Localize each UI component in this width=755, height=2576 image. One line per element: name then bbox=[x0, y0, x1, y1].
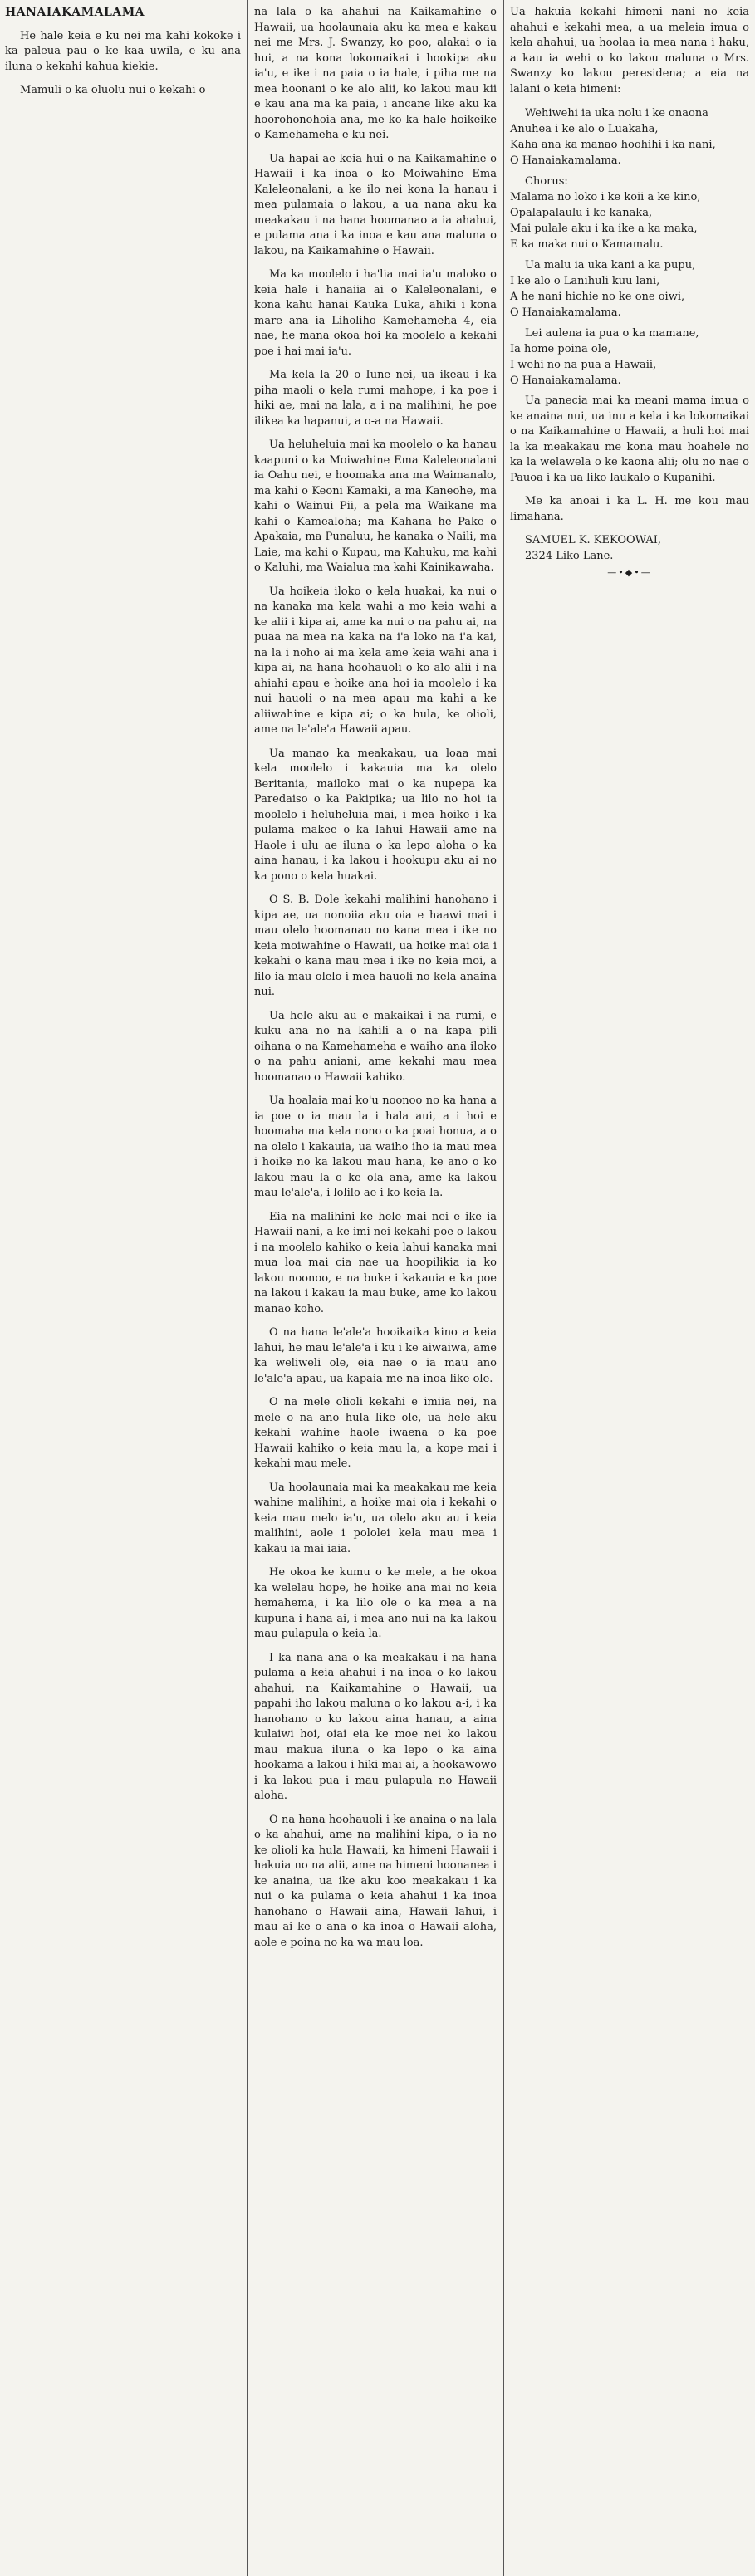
hymn-stanza bbox=[510, 257, 749, 321]
paragraph: Ua hakuia kekahi himeni nani no keia ahahui e kekahi mea, a ua meleia imua o kela ahahui, ua hoolaa ia mea nana i haku, a kau ia wehi o ko lakou maluna o Mrs. Swanzy ko lakou peresidena; a eia na lalani o keia himeni: bbox=[510, 6, 749, 95]
hymn-line: E ka maka nui o Kamamalu. bbox=[510, 238, 664, 251]
paragraph: Ua hele aku au e makaikai i na rumi, e kuku ana no na kahili a o na kapa pili oihana o na Kamehameha e waiho ana iloko o na pahu aniani, ame kekahi mau mea hoomanao o Hawaii kahiko. bbox=[254, 1009, 497, 1084]
paragraph: Ua hoolaunaia mai ka meakakau me keia wahine malihini, a hoike mai oia i kekahi o keia mau melo ia'u, ua olelo aku au i keia malihini, aole i pololei kela mau mea i kakau ia mai iaia. bbox=[254, 1481, 497, 1555]
paragraph: Ua heluheluia mai ka moolelo o ka hanau kaapuni o ka Moiwahine Ema Kaleleonalani ia Oahu nei, e hoomaka ana ma Waimanalo, ma kahi o Keoni Kamaki, a ma Kaneohe, ma kahi o Wainui Pii, a pela ma Waikane ma kahi o Kamealoha; ma Kahana he Pake o Apakaia, ma Punaluu, he kanaka o Naili, ma Laie, ma kahi o Kupau, ma Kahuku, ma kahi o Kaluhi, ma Waialua ma kahi Kainikawaha. bbox=[254, 438, 497, 574]
paragraph: Eia na malihini ke hele mai nei e ike ia Hawaii nani, a ke imi nei kekahi poe o lakou i na moolelo kahiko o keia lahui kanaka mai mua loa mai cia nae ua hoopilikia ia ko lakou noonoo, e na buke i kakauia e ka poe na lakou i kakau ia mau buke, ame ko lakou manao koho. bbox=[254, 1210, 497, 1315]
column-1 bbox=[5, 5, 241, 107]
author-address: 2324 Liko Lane. bbox=[525, 549, 614, 562]
hymn-line: O Hanaiakamalama. bbox=[510, 306, 621, 319]
chorus-label: Chorus: bbox=[525, 175, 568, 188]
hymn-line: O Hanaiakamalama. bbox=[510, 154, 621, 167]
hymn-line: Ia home poina ole, bbox=[510, 343, 611, 355]
hymn-stanza bbox=[510, 105, 749, 169]
author-signature: SAMUEL K. KEKOOWAI, bbox=[525, 534, 662, 546]
paragraph: Ma kela la 20 o Iune nei, ua ikeau i ka piha maoli o kela rumi mahope, i ka poe i hiki ae, mai na lala, a i na malihini, he poe ilikea ka hapanui, a o-a na Hawaii. bbox=[254, 369, 497, 428]
hymn-line: A he nani hichie no ke one oiwi, bbox=[510, 291, 685, 303]
column-divider bbox=[503, 0, 504, 2576]
paragraph: I ka nana ana o ka meakakau i na hana pulama a keia ahahui i na inoa o ko lakou ahahui, na Kaikamahine o Hawaii, ua papahi iho lakou maluna o ko lakou a-i, i ka hanohano o ko lakou aina hanau, a aina kulaiwi hoi, oiai eia ke moe nei ko lakou mau makua iluna o ka lepo o ka aina hookama a lakou i hiki mai ai, a hookawowo i ka lakou pua i mau pulapula no Hawaii aloha. bbox=[254, 1651, 497, 1802]
paragraph: Ua hoalaia mai ko'u noonoo no ka hana a ia poe o ia mau la i hala aui, a i hoi e hoomaha ma kela nono o ka poai honua, a o na olelo i kakauia, ua waiho iho ia mau mea i hoike no ka lakou mau hana, ke ano o ko lakou mau la o ke ola ana, ame ka lakou mau le'ale'a, i lolilo ae i ko keia la. bbox=[254, 1095, 497, 1199]
paragraph: na lala o ka ahahui na Kaikamahine o Hawaii, ua hoolaunaia aku ka mea e kakau nei me Mrs. J. Swanzy, ko poo, alakai o ia hui, a na kona lokomaikai i hookipa aku ia'u, e ike i na paia o ia hale, i piha me na mea hoonani o ke alo alii, ko lakou mau kii e kau ana ma ka paia, i ancane like aku ka hoorohonohoia ana, me ko ka hale hoikeike o Kamehameha e ku nei. bbox=[254, 6, 497, 141]
paragraph: Ua hapai ae keia hui o na Kaikamahine o Hawaii i ka inoa o ko Moiwahine Ema Kaleleonalani, a ke ilo nei kona la hanau i mea pulamaia o lakou, a ua nana aku ka meakakau i na hana hoomanao a ia ahahui, e pulama ana i ka inoa e kau ana maluna o lakou, na Kaikamahine o Hawaii. bbox=[254, 152, 497, 257]
hymn-stanza bbox=[510, 326, 749, 389]
hymn-line: Wehiwehi ia uka nolu i ke onaona bbox=[525, 107, 708, 120]
paragraph: O S. B. Dole kekahi malihini hanohano i kipa ae, ua nonoiia aku oia e haawi mai i mau olelo hoomanao no kana mea i ike no keia moiwahine o Hawaii, ua hoike mai oia i kekahi o kana mau mea i ike no keia moi, a lilo ia mau olelo i mea hauoli no kela anaina nui. bbox=[254, 894, 497, 998]
end-ornament: —•◆•— bbox=[607, 567, 652, 578]
paragraph: O na mele olioli kekahi e imiia nei, na mele o na ano hula like ole, ua hele aku kekahi wahine haole iwaena o ka poe Hawaii kahiko o keia mau la, a kope mai i kekahi mau mele. bbox=[254, 1396, 497, 1470]
paragraph: Ma ka moolelo i ha'lia mai ia'u maloko o keia hale i hanaiia ai o Kaleleonalani, e kona kahu hanai Kauka Luka, ahiki i kona mare ana ia Liholiho Kamehameha 4, eia nae, he mana okoa hoi ka moolelo a kekahi poe i hai mai ia'u. bbox=[254, 268, 497, 358]
hymn-line: Lei aulena ia pua o ka mamane, bbox=[525, 327, 699, 340]
hymn-line: Ua malu ia uka kani a ka pupu, bbox=[525, 259, 696, 272]
hymn-line: O Hanaiakamalama. bbox=[510, 375, 621, 387]
paragraph: Ua hoikeia iloko o kela huakai, ka nui o na kanaka ma kela wahi a mo keia wahi a ke alii i kipa ai, ame ka nui o na pahu ai, na puaa na mea na kaka na i'a loko na i'a kai, na la i noho ai ma kela ame keia wahi ana i kipa ai, na hana hoohauoli o ko alo alii i na ahiahi apau e hoike ana hoi ia moolelo i ka nui hauoli o na mea apau ma kahi a ke aliiwahine e kipa ai; o ka hula, ke olioli, ame na le'ale'a Hawaii apau. bbox=[254, 585, 497, 736]
hymn-line: Kaha ana ka manao hoohihi i ka nani, bbox=[510, 139, 716, 151]
article-title: HANAIAKAMALAMA bbox=[5, 6, 145, 19]
hymn-line: Opalapalaulu i ke kanaka, bbox=[510, 207, 653, 219]
paragraph: O na hana le'ale'a hooikaika kino a keia lahui, he mau le'ale'a i ku i ke aiwaiwa, ame ka weliweli ole, eia nae o ia mau ano le'ale'a apau, ua kapaia me na inoa like ole. bbox=[254, 1326, 497, 1385]
hymn-line: Mai pulale aku i ka ike a ka maka, bbox=[510, 223, 698, 235]
paragraph: Ua manao ka meakakau, ua loaa mai kela moolelo i kakauia ma ka olelo Beritania, mailoko mai o ka nupepa ka Paredaiso o ka Pakipika; ua lilo no hoi ia moolelo i heluheluia mai, i mea hoike i ka pulama makee o ka lahui Hawaii ame na Haole i ulu ae iluna o ka lepo aloha o ka aina hanau, i ka lakou i hookupu aku ai no ka pono o kela huakai. bbox=[254, 747, 497, 883]
hymn-chorus bbox=[510, 189, 749, 252]
column-divider bbox=[247, 0, 248, 2576]
hymn-line: Anuhea i ke alo o Luakaha, bbox=[510, 123, 659, 135]
paragraph: He hale keia e ku nei ma kahi kokoke i ka paleua pau o ke kaa uwila, e ku ana iluna o kekahi kahua kiekie. bbox=[5, 29, 241, 73]
hymn-line: I wehi no na pua a Hawaii, bbox=[510, 359, 657, 371]
hymn-line: Malama no loko i ke koii a ke kino, bbox=[510, 191, 701, 203]
hymn-line: I ke alo o Lanihuli kuu lani, bbox=[510, 275, 660, 287]
paragraph: Me ka anoai i ka L. H. me kou mau limahana. bbox=[510, 495, 749, 523]
column-3 bbox=[510, 5, 749, 581]
paragraph: O na hana hoohauoli i ke anaina o na lala o ka ahahui, ame na malihini kipa, o ia no ke olioli ka hula Hawaii, ka himeni Hawaii i hakuia no na alii, ame na himeni hoonanea i ke anaina, ua ike aku koo meakakau i ka nui o ka pulama o keia ahahui i ka inoa hanohano o Hawaii aina, Hawaii lahui, i mau ai ke o ana o ka inoa o Hawaii aloha, aole e poina no ka wa mau loa. bbox=[254, 1813, 497, 1949]
column-2 bbox=[254, 5, 497, 1959]
paragraph: Ua panecia mai ka meani mama imua o ke anaina nui, ua inu a kela i ka lokomaikai o na Kaikamahine o Hawaii, a huli hoi mai la ka meakakau me kona mau hoahele no ka la welawela o ke kaona alii; olu no nae o Pauoa i ka ua liko laukalo o Kupanihi. bbox=[510, 394, 749, 484]
paragraph: He okoa ke kumu o ke mele, a he okoa ka welelau hope, he hoike ana mai no keia hemahema, i ka lilo ole o ka mea a na kupuna i hana ai, i mea ano nui na ka lakou mau pulapula o keia la. bbox=[254, 1566, 497, 1640]
paragraph: Mamuli o ka oluolu nui o kekahi o bbox=[20, 84, 206, 96]
